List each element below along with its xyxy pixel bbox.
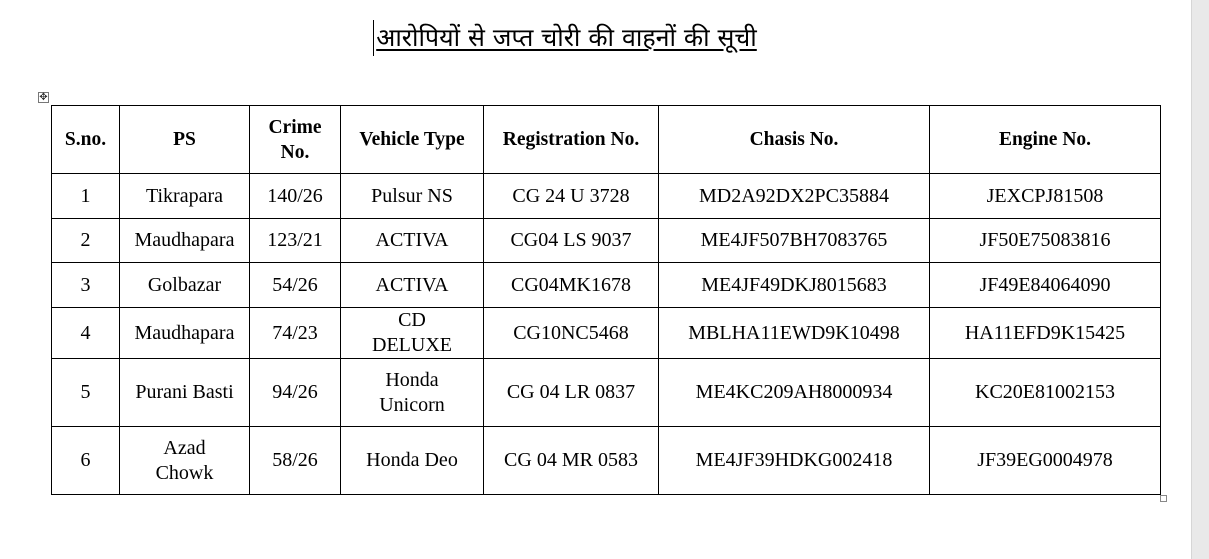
cell-vehicle-type[interactable]: ACTIVA <box>341 263 484 308</box>
cell-sno[interactable]: 2 <box>52 219 120 263</box>
cell-crime-no[interactable]: 54/26 <box>250 263 341 308</box>
header-ps[interactable]: PS <box>120 106 250 174</box>
cell-engine-no[interactable]: JEXCPJ81508 <box>930 174 1161 219</box>
cell-engine-no[interactable]: JF39EG0004978 <box>930 427 1161 495</box>
cell-crime-no[interactable]: 123/21 <box>250 219 341 263</box>
cell-crime-no[interactable]: 74/23 <box>250 308 341 359</box>
cell-ps[interactable]: Purani Basti <box>120 359 250 427</box>
header-crime-line1: Crime <box>268 116 322 138</box>
cell-sno[interactable]: 1 <box>52 174 120 219</box>
cell-ps[interactable]: Golbazar <box>120 263 250 308</box>
cell-registration-no[interactable]: CG10NC5468 <box>484 308 659 359</box>
move-cross-icon[interactable]: ✥ <box>39 92 48 103</box>
cell-chasis-no[interactable]: MBLHA11EWD9K10498 <box>659 308 930 359</box>
cell-engine-no[interactable]: HA11EFD9K15425 <box>930 308 1161 359</box>
table-row <box>52 219 1161 263</box>
table-row <box>52 359 1161 427</box>
cell-engine-no[interactable]: KC20E81002153 <box>930 359 1161 427</box>
cell-crime-no[interactable]: 94/26 <box>250 359 341 427</box>
cell-registration-no[interactable]: CG 04 MR 0583 <box>484 427 659 495</box>
header-registration-no[interactable]: Registration No. <box>484 106 659 174</box>
cell-registration-no[interactable]: CG 04 LR 0837 <box>484 359 659 427</box>
cell-vehicle-type[interactable]: Pulsur NS <box>341 174 484 219</box>
resize-square-icon[interactable] <box>1160 495 1167 502</box>
header-chasis-no[interactable]: Chasis No. <box>659 106 930 174</box>
cell-vehicle-type[interactable]: ACTIVA <box>341 219 484 263</box>
cell-registration-no[interactable]: CG04 LS 9037 <box>484 219 659 263</box>
cell-sno[interactable]: 5 <box>52 359 120 427</box>
cell-ps[interactable]: Tikrapara <box>120 174 250 219</box>
vertical-scrollbar[interactable] <box>1191 0 1209 559</box>
header-vehicle-type[interactable]: Vehicle Type <box>341 106 484 174</box>
cell-ps[interactable]: Maudhapara <box>120 219 250 263</box>
cell-chasis-no[interactable]: MD2A92DX2PC35884 <box>659 174 930 219</box>
cell-crime-no[interactable]: 140/26 <box>250 174 341 219</box>
table-header-row <box>52 106 1161 174</box>
cell-crime-no[interactable]: 58/26 <box>250 427 341 495</box>
header-crime-no[interactable] <box>250 106 341 174</box>
seized-vehicles-table[interactable] <box>51 105 1161 495</box>
cell-chasis-no[interactable]: ME4JF39HDKG002418 <box>659 427 930 495</box>
cell-registration-no[interactable]: CG 24 U 3728 <box>484 174 659 219</box>
cell-ps[interactable]: Azad Chowk <box>120 427 250 495</box>
cell-chasis-no[interactable]: ME4JF49DKJ8015683 <box>659 263 930 308</box>
document-title-container <box>0 20 1130 56</box>
table-row <box>52 427 1161 495</box>
cell-engine-no[interactable]: JF49E84064090 <box>930 263 1161 308</box>
cell-vehicle-type[interactable]: CD DELUXE <box>341 308 484 359</box>
table-row <box>52 263 1161 308</box>
table-row <box>52 174 1161 219</box>
header-crime-line2: No. <box>280 141 310 163</box>
cell-sno[interactable]: 6 <box>52 427 120 495</box>
cell-sno[interactable]: 4 <box>52 308 120 359</box>
document-title[interactable]: आरोपियों से जप्त चोरी की वाहनों की सूची <box>373 20 757 56</box>
table-row <box>52 308 1161 359</box>
cell-vehicle-type[interactable]: Honda Unicorn <box>341 359 484 427</box>
cell-chasis-no[interactable]: ME4JF507BH7083765 <box>659 219 930 263</box>
header-engine-no[interactable]: Engine No. <box>930 106 1161 174</box>
cell-registration-no[interactable]: CG04MK1678 <box>484 263 659 308</box>
cell-chasis-no[interactable]: ME4KC209AH8000934 <box>659 359 930 427</box>
cell-sno[interactable]: 3 <box>52 263 120 308</box>
cell-ps[interactable]: Maudhapara <box>120 308 250 359</box>
cell-engine-no[interactable]: JF50E75083816 <box>930 219 1161 263</box>
header-sno[interactable]: S.no. <box>52 106 120 174</box>
cell-vehicle-type[interactable]: Honda Deo <box>341 427 484 495</box>
